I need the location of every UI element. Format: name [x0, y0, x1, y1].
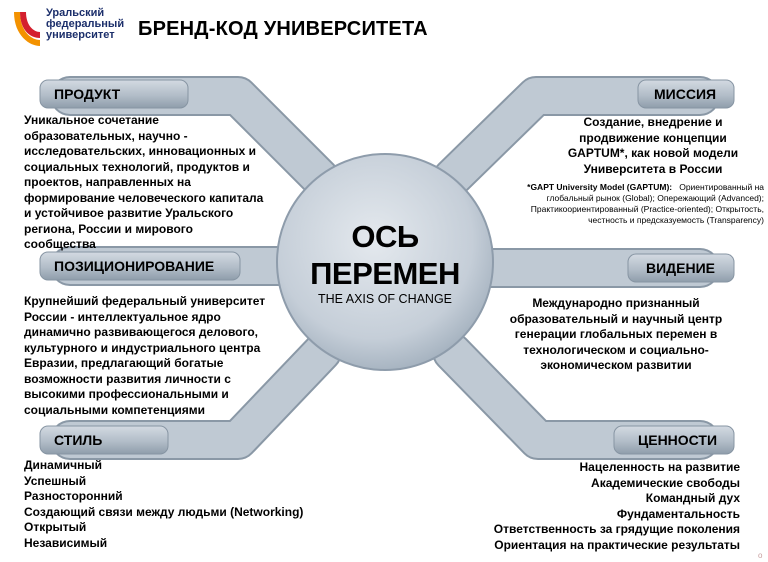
mission-line: Университета в России [583, 161, 723, 176]
vision-line: экономическом развитии [540, 358, 692, 372]
footnote-line-1 [490, 182, 764, 193]
center-title [290, 218, 480, 292]
vision-line: образовательный и научный центр [509, 311, 723, 326]
product-line: Уникальное сочетание [24, 113, 159, 127]
logo-line-1: Уральский [46, 7, 105, 19]
mission-line: Создание, внедрение и [583, 115, 723, 129]
logo-text [46, 8, 124, 41]
style-list [24, 458, 324, 551]
center-subtitle: THE AXIS OF CHANGE [317, 292, 453, 306]
footnote-line: Ориентированный на [679, 182, 764, 192]
tag-positioning: ПОЗИЦИОНИРОВАНИЕ [54, 258, 215, 274]
mission-text [556, 115, 750, 177]
center-title-line-2: ПЕРЕМЕН [310, 256, 460, 291]
footnote-line: Практикоориентированный (Practice-oriented); Открытость, [530, 204, 764, 214]
product-line: формирование человеческого капитала [24, 190, 264, 205]
footnote-bold: *GAPT University Model (GAPTUM): [527, 182, 673, 192]
footnote-line: глобальный рынок (Global); Опережающий (Advanced); [546, 193, 764, 203]
logo-line-3: университет [46, 29, 115, 41]
positioning-line: России - интеллектуальное ядро [24, 309, 221, 324]
values-item: Командный дух [645, 491, 740, 505]
product-text [24, 113, 294, 253]
tag-style: СТИЛЬ [54, 432, 103, 448]
values-list [460, 460, 740, 553]
product-line: образовательных, научно - [24, 128, 188, 143]
footnote-line: честность и предсказуемость (Transparency) [588, 215, 764, 225]
vision-line: технологическом и социально- [523, 342, 709, 357]
center-title-line-1: ОСЬ [351, 219, 419, 254]
mission-line: GAPTUM*, как новой модели [567, 146, 739, 160]
product-line: региона, России и мирового [24, 221, 193, 236]
tag-product: ПРОДУКТ [54, 86, 121, 102]
positioning-line: культурного и индустриального центра [24, 340, 261, 355]
positioning-text [24, 294, 294, 418]
style-item: Разносторонний [24, 489, 123, 503]
tag-vision: ВИДЕНИЕ [646, 260, 715, 276]
vision-line: Международно признанный [532, 296, 700, 310]
positioning-line: высокими профессиональными и [24, 387, 229, 401]
positioning-line: динамично развивающегося делового, [24, 325, 259, 339]
product-line: и устойчивое развитие Уральского [24, 206, 234, 220]
positioning-line: социальными компетенциями [24, 402, 205, 417]
vision-text [496, 296, 736, 374]
values-item: Академические свободы [591, 475, 740, 490]
page-title: БРЕНД-КОД УНИВЕРСИТЕТА [138, 18, 428, 40]
vision-line: генерации глобальных перемен в [514, 327, 718, 341]
tag-values: ЦЕННОСТИ [638, 432, 718, 448]
product-line: социальных технологий, продуктов и [24, 159, 250, 174]
style-item: Динамичный [24, 458, 102, 472]
mission-footnote [490, 182, 764, 226]
values-item: Фундаментальность [616, 506, 740, 521]
product-line: проектов, направленных на [24, 175, 191, 189]
tag-mission: МИССИЯ [654, 86, 717, 102]
positioning-line: возможности развития личности с [24, 371, 231, 386]
mission-line: продвижение концепции [579, 130, 727, 145]
svg-text:o: o [758, 551, 763, 560]
values-item: Ориентация на практические результаты [494, 537, 740, 552]
style-item: Создающий связи между людьми (Networking) [24, 504, 304, 519]
product-line: сообщества [24, 237, 96, 251]
values-item: Ответственность за грядущие поколения [493, 522, 740, 536]
style-item: Успешный [24, 473, 87, 488]
style-item: Независимый [24, 535, 108, 550]
product-line: исследовательских, инновационных и [24, 144, 256, 158]
logo-line-2: федеральный [46, 18, 125, 30]
positioning-line: Крупнейший федеральный университет [24, 294, 266, 308]
values-item: Нацеленность на развитие [579, 460, 740, 474]
logo-mark-icon [14, 12, 40, 46]
positioning-line: Евразии, предлагающий богатые [24, 356, 224, 370]
style-item: Открытый [24, 520, 87, 534]
